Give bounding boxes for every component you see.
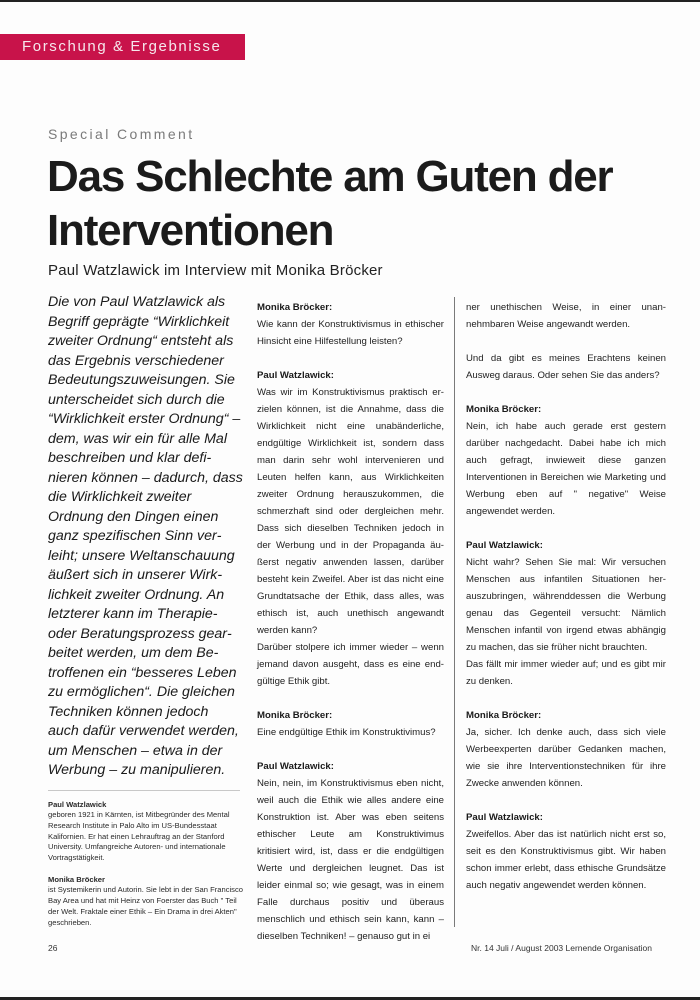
interview-text: Ja, sicher. Ich denke auch, dass sich viele Werbeexperten darüber Gedanken machen, wie sie ihre Interventionstechniken für ihre Zwecke anwenden können. [466,727,666,789]
issue-info: Nr. 14 Juli / August 2003 Lernende Organisation [471,943,652,953]
bio-watzlawick [48,800,243,864]
interview-text: Nicht wahr? Sehen Sie mal: Wir versuchen Menschen aus infantilen Situationen herauszubringen, währenddessen die Werbung genau das Gegenteil versucht: Nämlich Menschen infantil von irgend etwas abhängig zu machen, das sie früher nicht brauchten. [466,557,666,653]
interview-text: Nein, ich habe auch gerade erst gestern darüber nachgedacht. Dabei habe ich mich auch gefragt, inwieweit diese ganzen Interventionen in Bereichen wie Marketing und Werbung eben auf " negative" Weise angewendet werden. [466,421,666,517]
speaker-label: Paul Watzlawick: [257,370,334,381]
interview-text: Darüber stolpere ich immer wieder – wenn jemand davon ausgeht, dass es eine endgültige Ethik gibt. [257,642,444,687]
interview-text: Und da gibt es meines Erachtens keinen Ausweg daraus. Oder sehen Sie das anders? [466,353,666,381]
interview-text: Nein, nein, im Konstruktivismus eben nicht, weil auch die Ethik wie alles andere eine Konstruktion ist. Aber was eben seitens ethischer Leute am Konstruktivimus kritisiert wird, ist, dass er die endgültigen Werte und dergleichen leugnet. Das ist leider einmal so; wie gesagt, was in einem Falle durchaus positiv und überaus menschlich und ethisch sein kann, kann – dieselben Techniken! – genauso gut in ei [257,778,444,942]
speaker-label: Paul Watzlawick: [466,812,543,823]
page-number: 26 [48,943,58,953]
headline: Das Schlechte am Guten der Interventionen [47,152,613,255]
subhead: Paul Watzlawick im Interview mit Monika Bröcker [48,262,383,279]
interview-text: Wie kann der Konstruktivismus in ethischer Hinsicht eine Hilfestellung leisten? [257,319,444,347]
speaker-label: Monika Bröcker: [257,302,333,313]
speaker-label: Monika Bröcker: [466,710,542,721]
interview-text: Das fällt mir immer wieder auf; und es gibt mir zu denken. [466,659,666,687]
speaker-label: Monika Bröcker: [466,404,542,415]
column-interview-2 [466,299,666,894]
speaker-label: Paul Watzlawick: [466,540,543,551]
bio-text: ist Systemikerin und Autorin. Sie lebt in der San Francisco Bay Area und hat mit Heinz von Foerster das Buch " Teil der Welt. Fraktale einer Ethik – Ein Drama in drei Akten" geschrieben. [48,885,243,927]
speaker-label: Paul Watzlawick: [257,761,334,772]
interview-text: ner unethischen Weise, in einer unannehmbaren Weise angewandt werden. [466,302,666,330]
interview-text: Eine endgültige Ethik im Konstruktivimus? [257,727,436,738]
bio-name: Monika Bröcker [48,874,105,884]
speaker-label: Monika Bröcker: [257,710,333,721]
kicker: Special Comment [48,126,195,142]
section-banner: Forschung & Ergebnisse [0,34,245,60]
interview-text: Was wir im Konstruktivismus praktisch erzielen können, ist die Annahme, dass die Wirklichkeit nicht eine unabänderliche, endgültige Wirklichkeit ist, sondern dass man darin sehr wohl intervenieren und Leuten helfen kann, aus Wirklichkeiten zweiter Ordnung herauszukommen, die schmerzhaft sind oder dergleichen mehr. Dass sich dieselben Techniken jedoch in der Werbung und in der Propaganda äußerst negativ anwenden lassen, darüber besteht kein Zweifel. Aber ist das nicht eine Grundtatsache der Ethik, dass alles, was ethisch ist, auch unethisch angewandt werden kann? [257,387,444,636]
bio-text: geboren 1921 in Kärnten, ist Mitbegründer des Mental Research Institute in Palo Alto im US-Bundesstaat Kalifornien. Er hat einen Lehrauftrag an der Stanford University. Umfangreiche Autoren- und internationale Vortragstätigkeit. [48,810,230,863]
lead-paragraph: Die von Paul Watzlawick als Begriff geprägte “Wirklichkeit zweiter Ordnung“ entsteht als das Ergebnis verschiedener Bedeutungszuweisungen. Sie unterscheidet sich durch die “Wirklichkeit erster Ordnung“ – dem, was wir ein für alle Mal beschreiben und klar definieren können – dadurch, dass die Wirklichkeit zweiter Ordnung den Dingen einen ganz spezifischen Sinn verleiht; unsere Weltanschauung äußert sich in unserer Wirklichkeit zweiter Ordnung. An letzterer kann im Therapie- oder Beratungsprozess gearbeitet werden, um dem Betroffenen ein “besseres Leben zu ermöglichen“. Die gleichen Techniken können jedoch auch dafür verwendet werden, um Menschen – etwa in der Werbung – zu manipulieren. [48,294,243,778]
bio-name: Paul Watzlawick [48,799,107,809]
top-rule [0,0,700,2]
column-lead [48,293,243,939]
column-interview-1 [257,299,444,945]
bio-separator [48,790,240,791]
column-divider [454,297,455,927]
interview-text: Zweifellos. Aber das ist natürlich nicht erst so, seit es den Konstruktivismus gibt. Wir haben schon immer erlebt, dass ethische Grundsätze auch negativ angewendet werden können. [466,829,666,891]
bio-broecker [48,875,243,929]
